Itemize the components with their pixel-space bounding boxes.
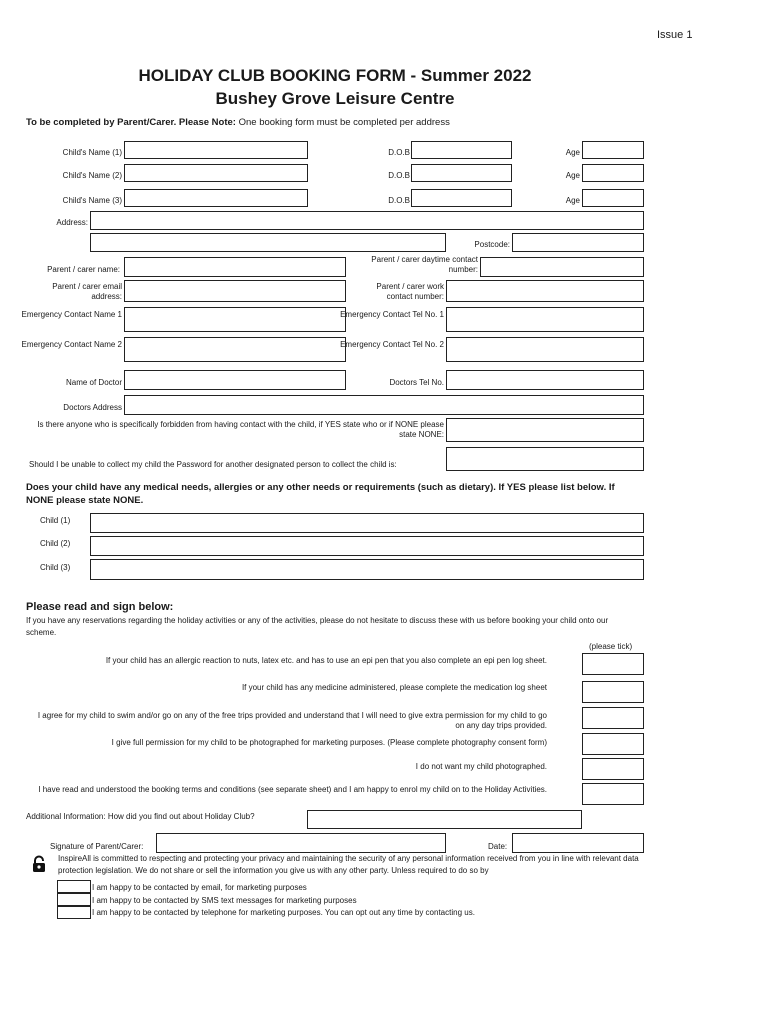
address-input-line2[interactable] [90,233,446,252]
child1-name-label: Child's Name (1) [62,148,122,157]
intro-note [26,117,450,128]
consent-swim-trips-text: I agree for my child to swim and/or go on any of the free trips provided and understand that I will need to give extra permission for my child to go on any day trips provided. [37,711,547,730]
emergency1-input[interactable] [124,307,346,332]
doctor-address-label: Doctors Address [63,403,122,412]
telephone-consent-label: I am happy to be contacted by telephone for marketing purposes. You can opt out any time by contacting us. [92,908,475,917]
privacy-text: InspireAll is committed to respecting and protecting your privacy and maintaining the security of any personal information received from you in line with relevant data protection legislation. We do not share or sell the information you give us with any other party. Unless required to do so by [58,854,639,875]
child1-age-input[interactable] [582,141,644,159]
password-input[interactable] [446,447,644,471]
password-label: Should I be unable to collect my child the Password for another designated person to collect the child is: [29,460,397,469]
forbidden-contact-input[interactable] [446,418,644,442]
emergency-tel1-label: Emergency Contact Tel No. 1 [340,310,444,319]
forbidden-contact-label: Is there anyone who is specifically forbidden from having contact with the child, if YES state who or if NONE please state NONE: [37,420,444,439]
child3-name-input[interactable] [124,189,308,207]
sign-intro: If you have any reservations regarding the holiday activities or any of the activities, please do not hesitate to discuss these with us before booking your child onto our scheme. [26,616,609,637]
email-input[interactable] [124,280,346,302]
consent-terms-tickbox[interactable] [582,783,644,805]
child2-dob-input[interactable] [411,164,512,182]
child3-age-input[interactable] [582,189,644,207]
consent-epi-pen-tickbox[interactable] [582,653,644,675]
additional-info-label: Additional Information: How did you find out about Holiday Club? [26,812,255,821]
intro-bold: To be completed by Parent/Carer. Please Note: [26,117,239,128]
sms-consent-checkbox[interactable] [57,893,91,906]
consent-swim-trips-tickbox[interactable] [582,707,644,729]
child2-name-input[interactable] [124,164,308,182]
sign-heading: Please read and sign below: [26,601,174,613]
daytime-contact-input[interactable] [480,257,644,277]
email-consent-label: I am happy to be contacted by email, for marketing purposes [92,883,307,892]
address-label: Address: [56,218,88,227]
parent-name-input[interactable] [124,257,346,277]
medical-heading: Does your child have any medical needs, allergies or any other needs or requirements (such as dietary). If YES please list below. If NONE please state NONE. [26,482,615,506]
child2-age-label: Age [565,171,580,180]
child3-dob-label: D.O.B [388,196,410,205]
child3-dob-input[interactable] [411,189,512,207]
postcode-input[interactable] [512,233,644,252]
work-contact-label: Parent / carer work contact number: [376,282,444,301]
date-input[interactable] [512,833,644,853]
emergency-tel1-input[interactable] [446,307,644,332]
lock-icon [30,855,48,873]
signature-input[interactable] [156,833,446,853]
parent-name-label: Parent / carer name: [47,265,120,274]
daytime-contact-label: Parent / carer daytime contact number: [371,255,478,274]
date-label: Date: [488,842,508,851]
medical-child3-input[interactable] [90,559,644,580]
child2-name-label: Child's Name (2) [62,171,122,180]
telephone-consent-checkbox[interactable] [57,906,91,919]
email-label: Parent / carer email address: [52,282,122,301]
address-input-line1[interactable] [90,211,644,230]
emergency-tel2-label: Emergency Contact Tel No. 2 [340,340,444,349]
consent-photo-tickbox[interactable] [582,733,644,755]
medical-child1-label: Child (1) [40,516,71,525]
work-contact-input[interactable] [446,280,644,302]
child2-dob-label: D.O.B [388,171,410,180]
child1-dob-input[interactable] [411,141,512,159]
signature-label: Signature of Parent/Carer: [50,842,144,851]
doctor-tel-label: Doctors Tel No. [389,378,444,387]
emergency2-label: Emergency Contact Name 2 [21,340,122,349]
consent-no-photo-tickbox[interactable] [582,758,644,780]
medical-child1-input[interactable] [90,513,644,533]
medical-child2-input[interactable] [90,536,644,556]
doctor-tel-input[interactable] [446,370,644,390]
child3-age-label: Age [565,196,580,205]
form-subtitle: Bushey Grove Leisure Centre [215,89,455,108]
consent-epi-pen-text: If your child has an allergic reaction to nuts, latex etc. and has to use an epi pen that you also complete an epi pen log sheet. [105,656,547,665]
emergency1-label: Emergency Contact Name 1 [21,310,122,319]
issue-label: Issue 1 [657,29,693,41]
medical-child3-label: Child (3) [40,563,71,572]
consent-no-photo-text: I do not want my child photographed. [415,762,547,771]
doctor-name-label: Name of Doctor [65,378,122,387]
consent-medicine-tickbox[interactable] [582,681,644,703]
child3-name-label: Child's Name (3) [62,196,122,205]
form-title: HOLIDAY CLUB BOOKING FORM - Summer 2022 [138,66,532,85]
sms-consent-label: I am happy to be contacted by SMS text messages for marketing purposes [92,896,357,905]
consent-photo-text: I give full permission for my child to be photographed for marketing purposes. (Please complete photography consent form) [111,738,547,747]
tick-label: (please tick) [589,642,633,651]
additional-info-input[interactable] [307,810,582,829]
child1-dob-label: D.O.B [388,148,410,157]
child2-age-input[interactable] [582,164,644,182]
emergency2-input[interactable] [124,337,346,362]
doctor-name-input[interactable] [124,370,346,390]
email-consent-checkbox[interactable] [57,880,91,893]
child1-name-input[interactable] [124,141,308,159]
child1-age-label: Age [565,148,580,157]
consent-medicine-text: If your child has any medicine administered, please complete the medication log sheet [241,683,547,692]
emergency-tel2-input[interactable] [446,337,644,362]
medical-child2-label: Child (2) [40,539,71,548]
intro-normal: One booking form must be completed per address [238,117,450,128]
consent-terms-text: I have read and understood the booking terms and conditions (see separate sheet) and I am happy to enrol my child on to the Holiday Activities. [38,785,547,794]
doctor-address-input[interactable] [124,395,644,415]
postcode-label: Postcode: [474,240,510,249]
